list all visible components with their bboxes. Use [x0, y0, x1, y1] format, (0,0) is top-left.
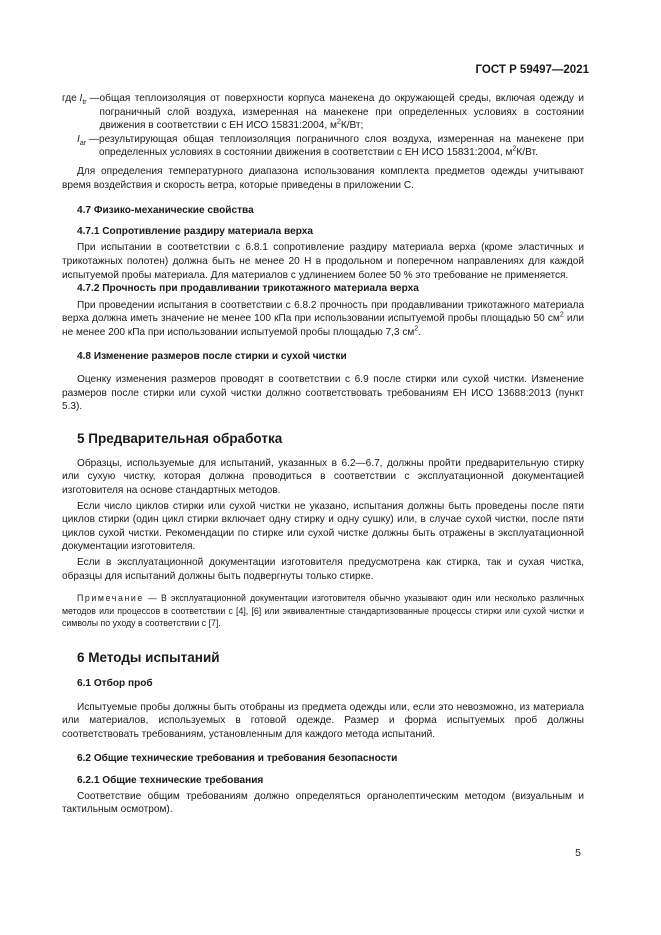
note	[62, 592, 584, 630]
superscript: 2	[414, 325, 419, 333]
page-body	[62, 92, 584, 817]
definition-body: общая теплоизоляция от поверхности корпуса манекена до окружающей среды, включая одежду и пограничный слой воздуха, измеренная на манекене при определенных условиях в состоянии движения в соответствии с ЕН ИСО 15831:2004, м	[99, 93, 584, 132]
superscript: 2	[512, 146, 517, 154]
standard-header: ГОСТ Р 59497—2021	[475, 64, 589, 76]
definition-itr	[62, 92, 584, 133]
section-heading-6-1: 6.1 Отбор проб	[77, 678, 153, 689]
definition-body: результирующая общая теплоизоляция пограничного слоя воздуха, измеренная на манекене при определенных условиях в состоянии движения в соответствии с ЕН ИСО 15831:2004, м	[98, 133, 584, 159]
section-heading-5: 5 Предварительная обработка	[77, 430, 283, 446]
section-heading-4-7-1: 4.7.1 Сопротивление раздиру материала верха	[77, 225, 313, 237]
paragraph-4-7-2	[62, 299, 584, 340]
paragraph-5-2: Если число циклов стирки или сухой чистки не указано, испытания должны быть проведены после пяти циклов стирки (один цикл стирки включает одну стирку и одну сушку) или, в случае сухой чистки, после пяти циклов сухой чистки. Рекомендации по стирке или сухой чистке должны быть отражены в эксплуатационной документации изготовителя.	[62, 500, 584, 553]
paragraph-4-7-1: При испытании в соответствии с 6.8.1 сопротивление раздиру материала верха (кроме эластичных и трикотажных полотен) должна быть не менее 20 Н в продольном и поперечном направлениях для каждой испытуемой пробы материала. Для материалов с удлинением более 50 % это требование не применяется.	[62, 242, 584, 281]
paragraph-5-1: Образцы, используемые для испытаний, указанных в 6.2—6.7, должны пройти предварительную стирку или сухую чистку, которая должна проводиться в соответствии с эксплуатационной документацией изготовителя на основе стандартных методов.	[62, 457, 584, 497]
section-heading-4-8: 4.8 Изменение размеров после стирки и сухой чистки	[77, 350, 347, 362]
section-heading-6-2-1: 6.2.1 Общие технические требования	[77, 774, 264, 786]
definition-term	[77, 133, 99, 147]
definition-prefix: где	[62, 93, 80, 104]
symbol: I	[79, 93, 83, 104]
definition-text	[99, 133, 584, 160]
paragraph-temp-range: Для определения температурного диапазона использования комплекта предметов одежды учитывают время воздействия и скорость ветра, которые приведены в приложении С.	[62, 165, 584, 191]
definition-dash: —	[86, 93, 100, 104]
symbol-subscript: tr	[82, 99, 87, 107]
section-heading-6: 6 Методы испытаний	[77, 650, 220, 665]
paragraph-6-2-1: Соответствие общим требованиям должно определяться органолептическим методом (визуальным и тактильным осмотром).	[62, 790, 584, 816]
symbol-subscript: ar	[79, 139, 87, 147]
superscript: 2	[336, 118, 341, 126]
section-heading-4-7: 4.7 Физико-механические свойства	[77, 205, 254, 217]
definition-dash: —	[86, 133, 99, 145]
text-fragment: При проведении испытания в соответствии с 6.8.2 прочность при продавливании трикотажного материала верха должна иметь значение не менее 100 кПа при использовании испытуемой пробы площадью 50 см	[62, 299, 584, 325]
paragraph-4-8: Оценку изменения размеров проводят в соответствии с 6.9 после стирки или сухой чистки. Изменение размеров после стирки или сухой чистки должно соответствовать требованиям ЕН ИСО 13688:2013 (пункт 5.3).	[62, 374, 584, 413]
text-fragment: .	[418, 326, 422, 338]
text-fragment: или не менее 200 кПа при использовании испытуемой пробы площадью 7,3 см	[62, 313, 584, 338]
note-text: — В эксплуатационной документации изготовителя обычно указывают один или несколько различных методов или процессов в соответствии с [4], [6] или эквивалентные стандартизованные процессы стирки или сухой чистки и символы по уходу в соответствии с [7].	[62, 593, 584, 629]
page-number: 5	[575, 847, 581, 859]
definition-unit: К/Вт;	[340, 120, 364, 132]
definition-text	[100, 92, 584, 133]
superscript: 2	[559, 311, 564, 319]
definition-term	[62, 92, 100, 106]
section-heading-4-7-2: 4.7.2 Прочность при продавливании трикотажного материала верха	[77, 283, 419, 295]
note-label: Примечание	[77, 593, 144, 604]
paragraph-6-1: Испытуемые пробы должны быть отобраны из предмета одежды или, если это невозможно, из материала или материалов, используемых в готовой одежде. Размер и форма испытуемых проб должны соответствовать требованиям, установленным для каждого метода испытаний.	[62, 701, 584, 740]
paragraph-5-3: Если в эксплуатационной документации изготовителя предусмотрена как стирка, так и сухая чистка, образцы для испытаний должны быть подвергнуты только стирке.	[62, 557, 584, 582]
definition-unit: К/Вт.	[516, 147, 538, 159]
section-heading-6-2: 6.2 Общие технические требования и требования безопасности	[77, 753, 398, 765]
symbol: I	[77, 133, 80, 145]
definition-iar	[62, 133, 584, 160]
